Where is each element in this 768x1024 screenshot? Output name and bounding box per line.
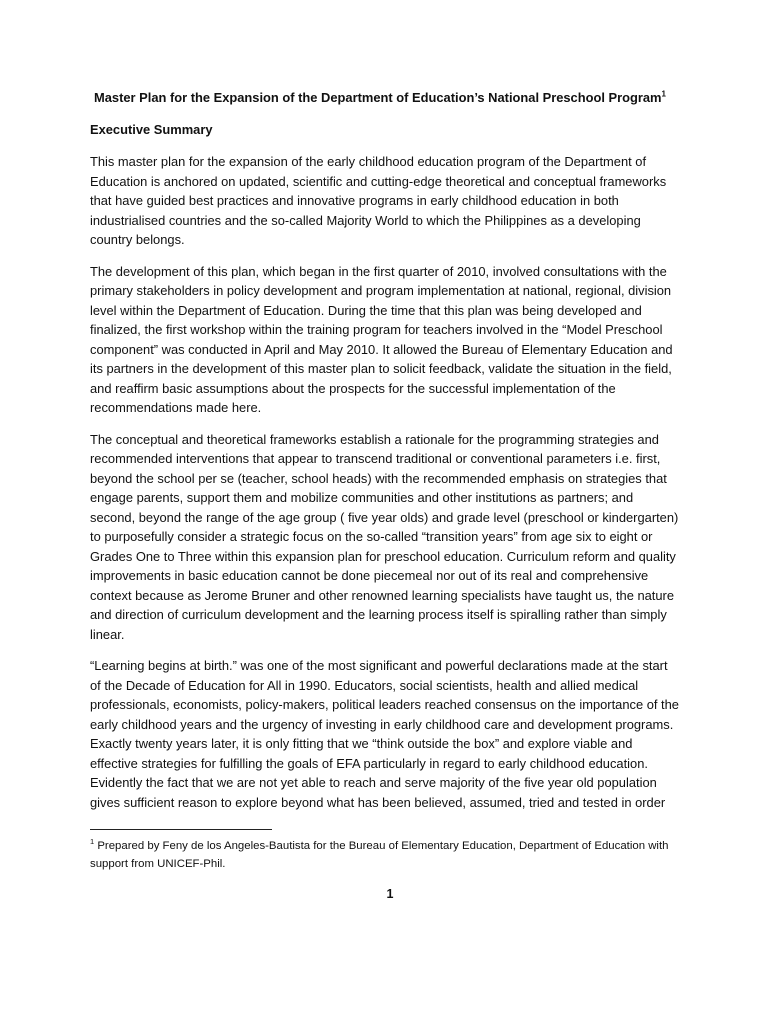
document-body — [90, 88, 680, 824]
footnote-text: Prepared by Feny de los Angeles-Bautista for the Bureau of Elementary Education, Department of Education with support from UNICEF-Phil. — [90, 840, 669, 870]
footnote-separator — [90, 829, 272, 830]
paragraph-3: The conceptual and theoretical frameworks establish a rationale for the programming strategies and recommended interventions that appear to transcend traditional or conventional parameters i.e. first, beyond the school per se (teacher, school heads) with the recommended emphasis on strategies that engage parents, support them and mobilize communities and other institutions as partners; and second, beyond the range of the age group ( five year olds) and grade level (preschool or kindergarten) to purposefully consider a strategic focus on the so-called “transition years” from age six to eight or Grades One to Three within this expansion plan for preschool education. Curriculum reform and quality improvements in basic education cannot be done piecemeal nor out of its real and comprehensive context because as Jerome Bruner and other renowned learning specialists have taught us, the nature and direction of curriculum development and the learning process itself is spiralling rather than simply linear. — [90, 431, 679, 642]
paragraph-2: The development of this plan, which began in the first quarter of 2010, involved consultations with the primary stakeholders in policy development and program implementation at national, regional, division level within the Department of Education. During the time that this plan was being developed and finalized, the first workshop within the training program for teachers involved in the “Model Preschool component” was conducted in April and May 2010. It allowed the Bureau of Elementary Education and its partners in the development of this master plan to solicit feedback, validate the situation in the field, and reaffirm basic assumptions about the prospects for the successful implementation of the recommendations made here. — [90, 263, 673, 415]
paragraph-1: This master plan for the expansion of the early childhood education program of the Department of Education is anchored on updated, scientific and cutting-edge theoretical and conceptual frameworks that have guided best practices and innovative programs in early childhood education in both industrialised countries and the so-called Majority World to which the Philippines as a developing country belongs. — [90, 154, 667, 247]
document-title — [94, 88, 680, 108]
section-heading: Executive Summary — [90, 121, 213, 137]
paragraph-4: “Learning begins at birth.” was one of the most significant and powerful declarations made at the start of the Decade of Education for All in 1990. Educators, social scientists, health and allied medical professionals, economists, policy-makers, political leaders reached consensus on the importance of the early childhood years and the urgency of investing in early childhood care and development programs. Exactly twenty years later, it is only fitting that we “think outside the box” and explore viable and effective strategies for fulfilling the goals of EFA particularly in regard to early childhood education. Evidently the fact that we are not yet able to reach and serve majority of the five year old population gives sufficient reason to explore beyond what has been believed, assumed, tried and tested in order — [90, 658, 679, 810]
title-footnote-marker: 1 — [661, 89, 666, 99]
footnote-marker: 1 — [90, 837, 95, 847]
footnote — [90, 837, 690, 873]
title-text: Master Plan for the Expansion of the Department of Education’s National Preschool Program — [94, 90, 662, 105]
page-number: 1 — [386, 887, 394, 901]
